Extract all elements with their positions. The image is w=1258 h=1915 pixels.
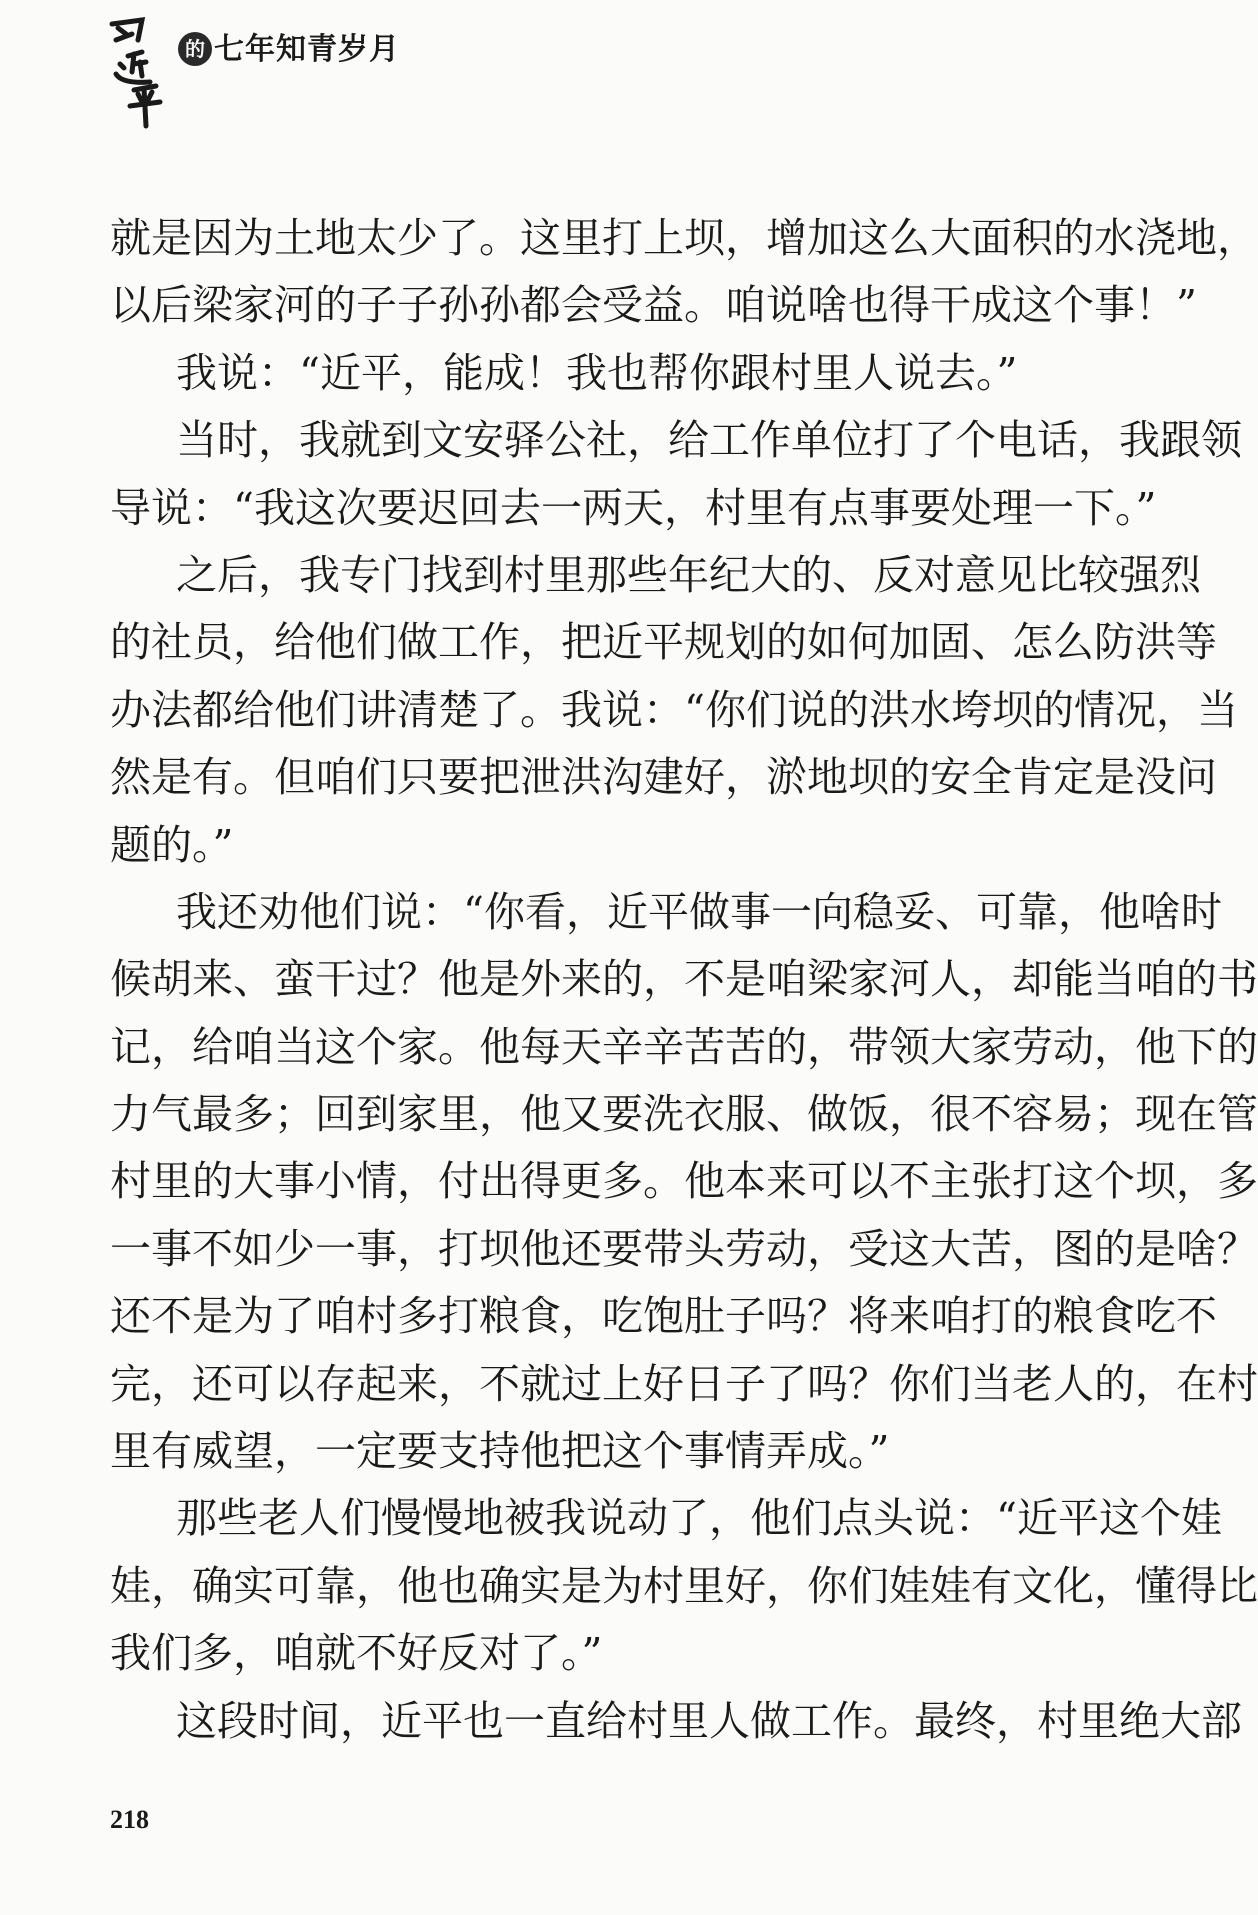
text-line: 记，给咱当这个家。他每天辛辛苦苦的，带领大家劳动，他下的	[110, 1022, 1258, 1071]
text-line: 一事不如少一事，打坝他还要带头劳动，受这大苦，图的是啥？	[110, 1224, 1258, 1273]
text-line: 娃，确实可靠，他也确实是为村里好，你们娃娃有文化，懂得比	[110, 1561, 1258, 1610]
text-line: 这段时间，近平也一直给村里人做工作。最终，村里绝大部	[176, 1696, 1242, 1745]
page-number: 218	[110, 1805, 149, 1834]
text-line: 题的。”	[110, 820, 234, 869]
body-text	[110, 205, 1258, 1755]
text-line: 以后梁家河的子子孙孙都会受益。咱说啥也得干成这个事！”	[110, 281, 1197, 330]
running-header	[98, 10, 498, 130]
text-line: 办法都给他们讲清楚了。我说：“你们说的洪水垮坝的情况，当	[110, 685, 1238, 734]
text-line: 候胡来、蛮干过？他是外来的，不是咱梁家河人，却能当咱的书	[110, 955, 1258, 1004]
text-line: 我说：“近平，能成！我也帮你跟村里人说去。”	[176, 348, 1018, 397]
calligraphy-logo	[98, 10, 178, 130]
text-line: 村里的大事小情，付出得更多。他本来可以不主张打这个坝，多	[110, 1157, 1258, 1206]
text-line: 我们多，咱就不好反对了。”	[110, 1629, 603, 1678]
text-line: 我还劝他们说：“你看，近平做事一向稳妥、可靠，他啥时	[176, 887, 1222, 936]
text-line: 然是有。但咱们只要把泄洪沟建好，淤地坝的安全肯定是没问	[110, 753, 1217, 802]
text-line: 还不是为了咱村多打粮食，吃饱肚子吗？将来咱打的粮食吃不	[110, 1292, 1217, 1341]
text-line: 导说：“我这次要迟回去一两天，村里有点事要处理一下。”	[110, 483, 1157, 532]
text-line: 当时，我就到文安驿公社，给工作单位打了个电话，我跟领	[176, 416, 1242, 465]
text-line: 里有威望，一定要支持他把这个事情弄成。”	[110, 1427, 890, 1476]
text-line: 就是因为土地太少了。这里打上坝，增加这么大面积的水浇地，	[110, 214, 1258, 262]
text-line: 的社员，给他们做工作，把近平规划的如何加固、怎么防洪等	[110, 618, 1217, 667]
text-line: 那些老人们慢慢地被我说动了，他们点头说：“近平这个娃	[176, 1494, 1222, 1543]
book-title: 七年知青岁月	[214, 32, 400, 67]
seal-mark: 的	[178, 32, 212, 66]
text-line: 完，还可以存起来，不就过上好日子了吗？你们当老人的，在村	[110, 1359, 1258, 1408]
text-line: 之后，我专门找到村里那些年纪大的、反对意见比较强烈	[176, 550, 1201, 599]
text-line: 力气最多；回到家里，他又要洗衣服、做饭，很不容易；现在管	[110, 1090, 1258, 1139]
